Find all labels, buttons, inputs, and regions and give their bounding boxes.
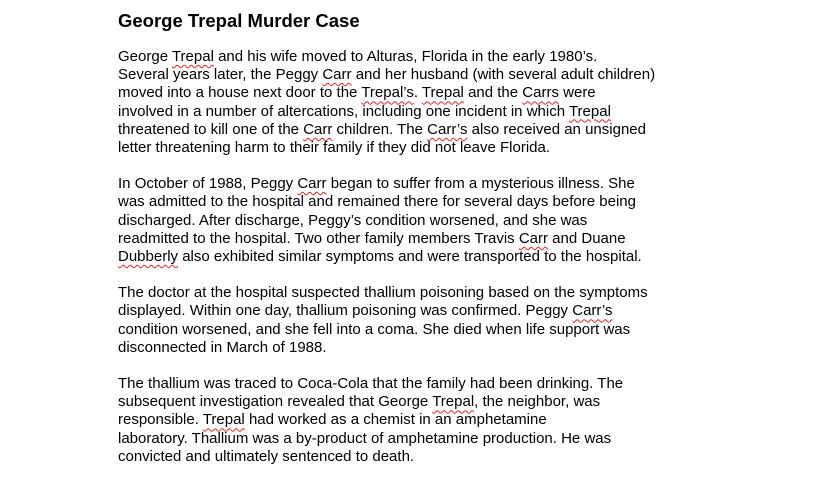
spellcheck-flagged-word: Carr’s: [572, 302, 613, 320]
text-line: threatened to kill one of the Carr children. The Carr’s also received an unsigned: [118, 120, 646, 138]
text-line: displayed. Within one day, thallium poisoning was confirmed. Peggy Carr’s: [118, 302, 613, 320]
text-line: Several years later, the Peggy Carr and her husband (with several adult children): [118, 66, 656, 84]
text-line: was admitted to the hospital and remained there for several days before being: [118, 193, 636, 211]
paragraph: [118, 375, 718, 466]
text-line: subsequent investigation revealed that George Trepal, the neighbor, was: [118, 393, 601, 411]
document-paragraphs: [118, 48, 718, 466]
spellcheck-flagged-word: Trepal: [432, 393, 475, 411]
spellcheck-flagged-word: Trepal: [421, 84, 464, 102]
spellcheck-flagged-word: Carr: [297, 175, 327, 193]
document-body: [118, 9, 718, 484]
paragraph: [118, 175, 718, 266]
text-line: disconnected in March of 1988.: [118, 338, 327, 356]
text-line: letter threatening harm to their family if they did not leave Florida.: [118, 139, 551, 157]
spellcheck-flagged-word: Trepal’s: [361, 84, 414, 102]
text-line: responsible. Trepal had worked as a chemist in an amphetamine: [118, 411, 547, 429]
text-line: The thallium was traced to Coca-Cola that the family had been drinking. The: [118, 375, 624, 393]
text-line: The doctor at the hospital suspected thallium poisoning based on the symptoms: [118, 284, 648, 302]
text-line: moved into a house next door to the Trepal’s. Trepal and the Carrs were: [118, 84, 596, 102]
spellcheck-flagged-word: Carrs: [522, 84, 559, 102]
text-line: Dubberly also exhibited similar symptoms and were transported to the hospital.: [118, 248, 642, 266]
spellcheck-flagged-word: Trepal: [568, 102, 611, 120]
spellcheck-flagged-word: Carr’s: [427, 120, 468, 138]
text-line: George Trepal and his wife moved to Alturas, Florida in the early 1980’s.: [118, 48, 598, 65]
text-line: readmitted to the hospital. Two other family members Travis Carr and Duane: [118, 229, 626, 247]
spellcheck-flagged-word: Carr: [303, 120, 333, 138]
text-line: involved in a number of altercations, including one incident in which Trepal: [118, 102, 611, 120]
spellcheck-flagged-word: Carr: [322, 66, 352, 84]
spellcheck-flagged-word: Dubberly: [118, 248, 179, 266]
spellcheck-flagged-word: Carr: [518, 229, 548, 247]
text-line: convicted and ultimately sentenced to death.: [118, 447, 415, 465]
text-line: discharged. After discharge, Peggy’s condition worsened, and she was: [118, 211, 588, 229]
paragraph: [118, 48, 718, 157]
text-line: condition worsened, and she fell into a coma. She died when life support was: [118, 320, 631, 338]
paragraph: [118, 284, 718, 357]
text-line: laboratory. Thallium was a by-product of amphetamine production. He was: [118, 429, 612, 447]
text-line: In October of 1988, Peggy Carr began to suffer from a mysterious illness. She: [118, 175, 635, 193]
spellcheck-flagged-word: Trepal: [202, 411, 245, 429]
document-title: George Trepal Murder Case: [118, 10, 360, 31]
spellcheck-flagged-word: Trepal: [171, 48, 214, 65]
